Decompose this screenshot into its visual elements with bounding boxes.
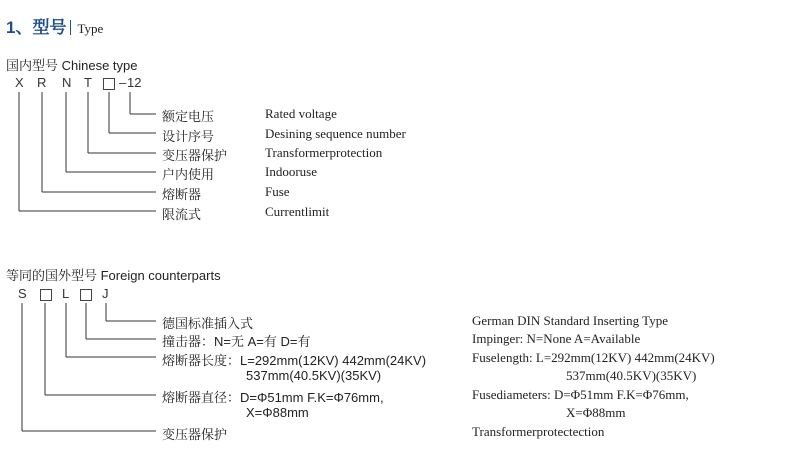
foreign-item-en-cont: 537mm(40.5KV)(35KV) <box>566 368 697 383</box>
domestic-code-r: R <box>37 75 47 90</box>
foreign-item-cn: 熔断器长度：L=292mm(12KV) 442mm(24KV) <box>162 353 427 368</box>
domestic-item-cn: 限流式 <box>162 207 202 222</box>
domestic-code-x: X <box>15 75 24 90</box>
foreign-item-cn-cont: 537mm(40.5KV)(35KV) <box>246 368 382 383</box>
domestic-item-en: Currentlimit <box>265 204 330 219</box>
foreign-item-en-cont: X=Φ88mm <box>566 405 626 420</box>
domestic-item-en: Fuse <box>265 184 290 199</box>
foreign-item-cn: 撞击器：N=无 A=有 D=有 <box>162 334 311 349</box>
foreign-code-l: L <box>62 286 70 301</box>
foreign-item-cn: 熔断器直径：D=Φ51mm F.K=Φ76mm, <box>162 390 384 405</box>
domestic-item-cn: 变压器保护 <box>162 148 228 163</box>
domestic-code-suffix: 12 <box>127 75 142 90</box>
foreign-item-cn: 变压器保护 <box>162 427 228 442</box>
domestic-code-n: N <box>62 75 72 90</box>
domestic-item-cn: 户内使用 <box>162 167 215 182</box>
domestic-item-cn: 设计序号 <box>162 129 215 144</box>
foreign-code-j: J <box>102 286 109 301</box>
domestic-item-cn: 额定电压 <box>162 109 215 124</box>
domestic-code-dash: – <box>119 75 127 90</box>
section-title-cn: 1、型号 <box>6 18 67 37</box>
foreign-item-en: Transformerprotectection <box>472 424 605 439</box>
foreign-code-s: S <box>18 286 27 301</box>
domestic-heading: 国内型号 Chinese type <box>6 58 138 73</box>
domestic-code-t: T <box>84 75 92 90</box>
domestic-item-en: Desining sequence number <box>265 126 406 141</box>
domestic-item-cn: 熔断器 <box>162 187 202 202</box>
foreign-item-en: Impinger: N=None A=Available <box>472 331 641 346</box>
domestic-item-en: Rated voltage <box>265 106 337 121</box>
foreign-item-cn: 德国标准插入式 <box>162 316 254 331</box>
domestic-item-en: Indooruse <box>265 164 317 179</box>
foreign-heading: 等同的国外型号 Foreign counterparts <box>6 268 221 283</box>
domestic-item-en: Transformerprotection <box>265 145 383 160</box>
foreign-item-cn-cont: X=Φ88mm <box>246 405 309 420</box>
foreign-item-en: Fusediameters: D=Φ51mm F.K=Φ76mm, <box>472 387 689 402</box>
foreign-item-en: Fuselength: L=292mm(12KV) 442mm(24KV) <box>472 350 715 365</box>
section-title-en: Type <box>77 21 104 36</box>
foreign-item-en: German DIN Standard Inserting Type <box>472 313 668 328</box>
